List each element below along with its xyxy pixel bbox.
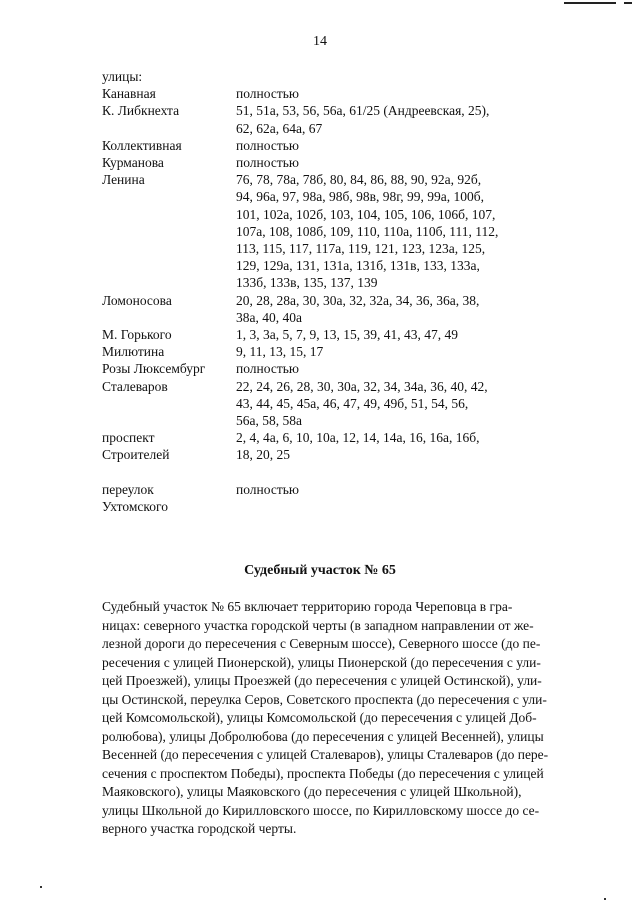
address-row — [102, 481, 542, 515]
section-body-paragraph: Судебный участок № 65 включает территорию города Череповца в гра- ницах: северного участка городской черты (в западном направлении от же- лезной дороги до пересечения с Северным шоссе), Северного шоссе (до пе- ресечения с улицей Пионерской), улицы Пионерской (до пересечения с ули- цей Проезжей), улицы Проезжей (до пересечения с улицей Остинской), ули- цы Остинской, переулка Серов, Советского проспекта (до пересечения с ули- цей Комсомольской), улицы Комсомольской (до пересечения с улицей Доб- ролюбова), улицы Добролюбова (до пересечения с улицей Весенней), улицы Весенней (до пересечения с улицей Сталеваров), улицы Сталеваров (до пере- сечения с проспектом Победы), проспекта Победы (до пересечения с улицей Маяковского), улицы Маяковского (до пересечения с улицей Школьной), улицы Школьной до Кирилловского шоссе, по Кирилловскому шоссе до се- верного участка городской черты. — [102, 599, 549, 836]
house-numbers: 76, 78, 78а, 78б, 80, 84, 86, 88, 90, 92а, 92б, 94, 96а, 97, 98а, 98б, 98в, 98г, 99, 99а, 100б, 101, 102а, 102б, 103, 104, 105, 106, 106б, 107, 107а, 108, 108б, 109, 110, 110а, 110б, 111, 112, 113, 115, 117, 117а, 119, 121, 123, 123а, 125, 129, 129а, 131, 131а, 131б, 131в, 133, 133а, 133б, 133в, 135, 137, 139 — [236, 172, 499, 291]
address-row — [102, 137, 542, 154]
scan-edge-mark-small — [624, 2, 632, 4]
address-row — [102, 429, 542, 463]
street-name: К. Либкнехта — [102, 103, 180, 119]
street-name: Курманова — [102, 155, 164, 171]
scan-speck — [604, 898, 606, 900]
house-numbers: 9, 11, 13, 15, 17 — [236, 344, 324, 360]
street-name: Коллективная — [102, 137, 182, 153]
section-title: Судебный участок № 65 — [244, 563, 396, 578]
house-numbers: 51, 51а, 53, 56, 56а, 61/25 (Андреевская, 25), 62, 62а, 64а, 67 — [236, 103, 490, 136]
house-numbers: 2, 4, 4а, 6, 10, 10а, 12, 14, 14а, 16, 16а, 16б, 18, 20, 25 — [236, 430, 480, 463]
street-name: Милютина — [102, 344, 165, 360]
spacer — [102, 464, 542, 481]
address-heading: улицы: — [102, 69, 143, 84]
address-row — [102, 85, 542, 102]
address-row — [102, 292, 542, 326]
address-row — [102, 326, 542, 343]
address-row — [102, 102, 542, 136]
house-numbers: 20, 28, 28а, 30, 30а, 32, 32а, 34, 36, 36а, 38, 38а, 40, 40а — [236, 292, 480, 325]
street-name: Ломоносова — [102, 292, 172, 308]
address-row — [102, 171, 542, 291]
street-name: Розы Люксембург — [102, 361, 206, 377]
address-heading-row — [102, 68, 542, 85]
house-numbers: полностью — [236, 137, 299, 153]
address-row — [102, 360, 542, 377]
address-row — [102, 154, 542, 171]
page-number: 14 — [313, 34, 327, 49]
address-row — [102, 343, 542, 360]
street-name: Канавная — [102, 86, 156, 102]
house-numbers: полностью — [236, 481, 299, 497]
street-name: переулок Ухтомского — [102, 481, 168, 514]
house-numbers: полностью — [236, 361, 299, 377]
house-numbers: 1, 3, 3а, 5, 7, 9, 13, 15, 39, 41, 43, 47, 49 — [236, 327, 458, 343]
scan-edge-mark — [564, 2, 616, 4]
street-name: Ленина — [102, 172, 145, 188]
house-numbers: полностью — [236, 86, 299, 102]
house-numbers: полностью — [236, 155, 299, 171]
house-numbers: 22, 24, 26, 28, 30, 30а, 32, 34, 34а, 36, 40, 42, 43, 44, 45, 45а, 46, 47, 49, 49б, 51, 54, 56, 56а, 58, 58а — [236, 378, 488, 429]
address-table — [102, 68, 542, 515]
street-name: Сталеваров — [102, 378, 168, 394]
scan-speck — [40, 886, 42, 888]
address-row — [102, 378, 542, 430]
street-name: проспект Строителей — [102, 430, 170, 463]
street-name: М. Горького — [102, 327, 172, 343]
